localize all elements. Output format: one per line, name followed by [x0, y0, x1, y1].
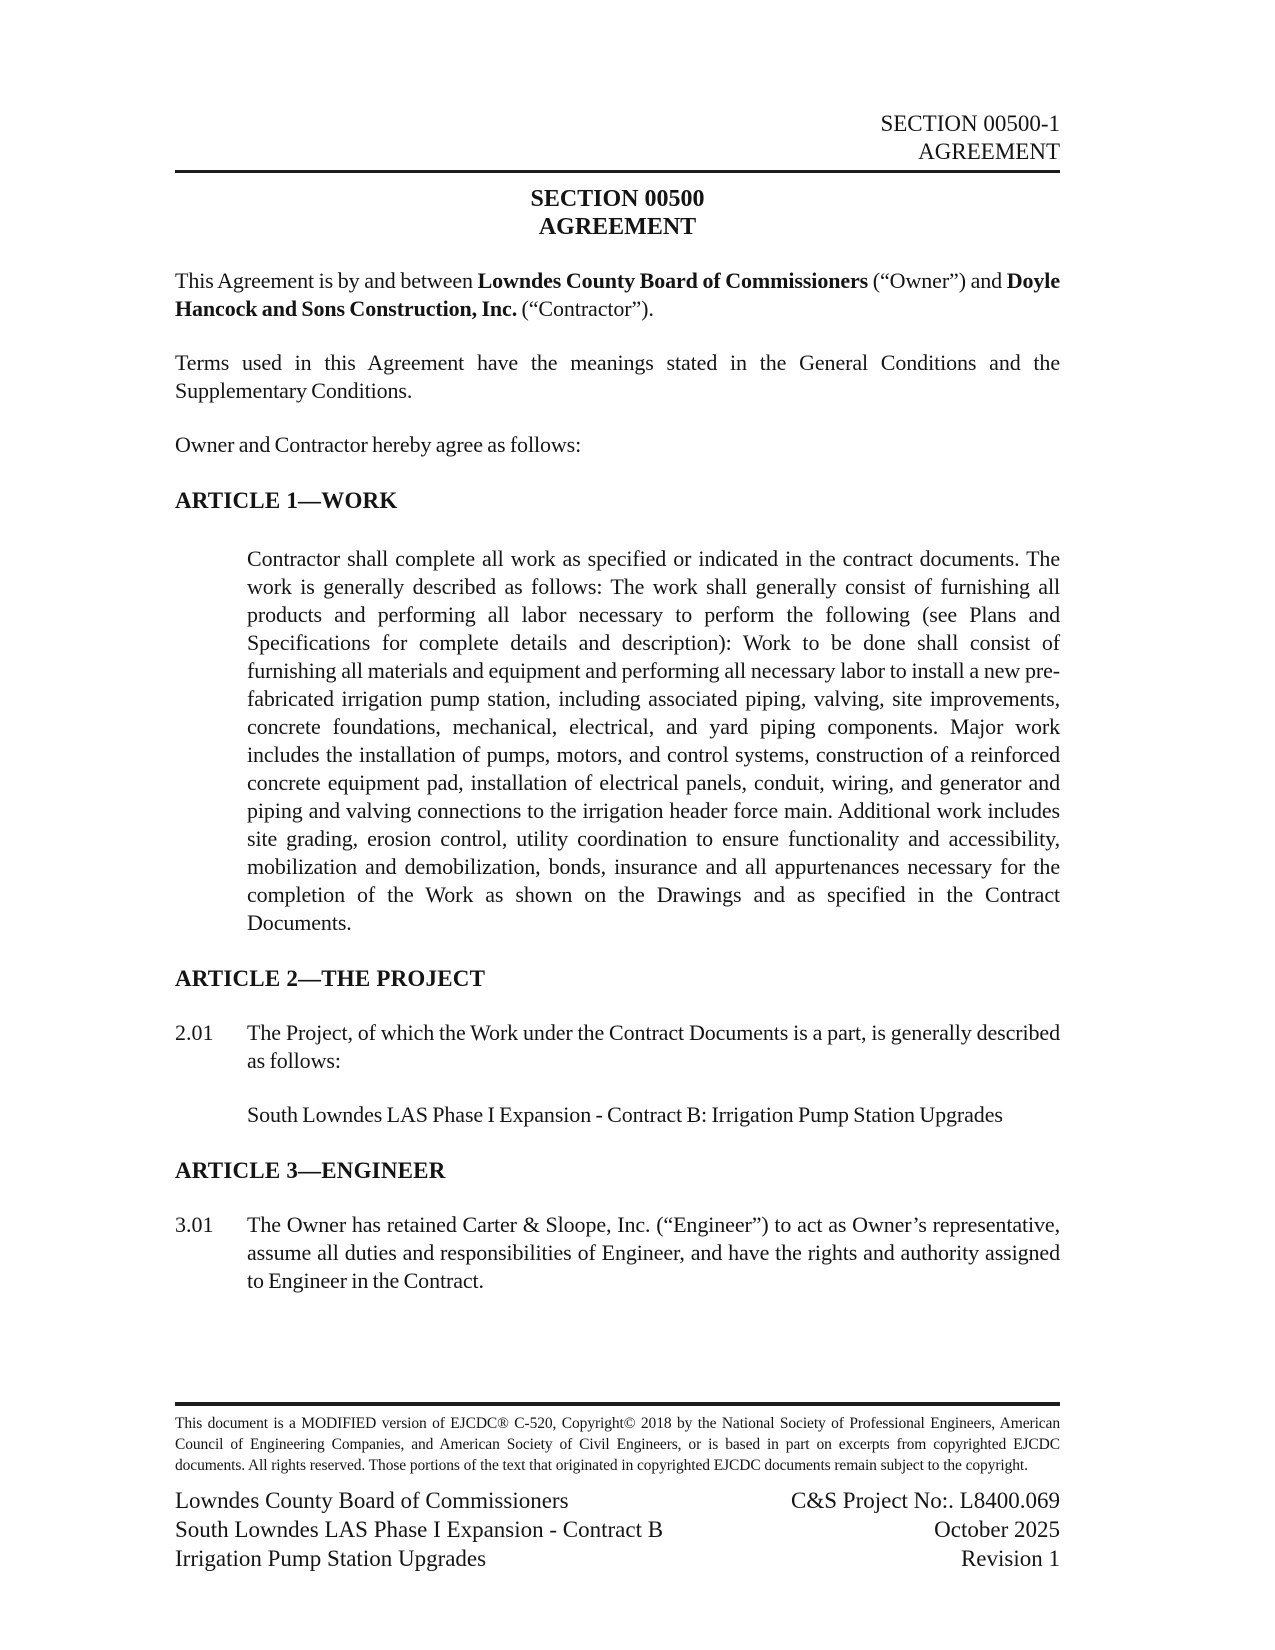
project-description: South Lowndes LAS Phase I Expansion - Contract B: Irrigation Pump Station Upgrades — [247, 1102, 1003, 1127]
clause-3-01 — [175, 1211, 1060, 1295]
footer-owner-line: Lowndes County Board of Commissioners — [175, 1488, 569, 1513]
footer-project-info — [175, 1486, 663, 1573]
article-2-heading: ARTICLE 2—THE PROJECT — [175, 966, 486, 991]
running-header — [175, 0, 1060, 166]
intro-paragraph-terms: Terms used in this Agreement have the meanings stated in the General Conditions and the Supplementary Conditions. — [175, 350, 1060, 403]
article-1-body: Contractor shall complete all work as specified or indicated in the contract documents. The work is generally described as follows: The work shall generally consist of furnishing all products and performing all labor necessary to perform the following (see Plans and Specifications for complete details and description): Work to be done shall consist of furnishing all materials and equipment and performing all necessary labor to install a new pre-fabricated irrigation pump station, including associated piping, valving, site improvements, concrete foundations, mechanical, electrical, and yard piping components. Major work includes the installation of pumps, motors, and control systems, construction of a reinforced concrete equipment pad, installation of electrical panels, conduit, wiring, and generator and piping and valving connections to the irrigation header force main. Additional work includes site grading, erosion control, utility coordination to ensure functionality and accessibility, mobilization and demobilization, bonds, insurance and all appurtenances necessary for the completion of the Work as shown on the Drawings and as specified in the Contract Documents. — [247, 546, 1060, 935]
contractor-name: Doyle Hancock and Sons Construction, Inc. — [175, 268, 1060, 321]
clause-2-01-text: The Project, of which the Work under the Contract Documents is a part, is generally described as follows: — [247, 1020, 1060, 1073]
running-header-doc-ref: AGREEMENT — [918, 139, 1060, 164]
footer-columns — [175, 1486, 1060, 1573]
article-3-heading: ARTICLE 3—ENGINEER — [175, 1158, 446, 1183]
intro-parties-text-1: This Agreement is by and between — [175, 268, 478, 293]
article-1-heading: ARTICLE 1—WORK — [175, 488, 398, 513]
footer-date: October 2025 — [934, 1517, 1060, 1542]
footer-project-line: South Lowndes LAS Phase I Expansion - Contract B — [175, 1517, 664, 1542]
intro-parties-text-2: (“Owner”) and — [868, 268, 1007, 293]
intro-paragraph-agree: Owner and Contractor hereby agree as follows: — [175, 432, 582, 457]
footer-meta — [791, 1486, 1060, 1573]
owner-name: Lowndes County Board of Commissioners — [477, 268, 869, 293]
copyright-notice: This document is a MODIFIED version of EJCDC® C-520, Copyright© 2018 by the National Society of Professional Engineers, American Council of Engineering Companies, and American Society of Civil Engineers, or is based in part on excerpts from copyrighted EJCDC documents. All rights reserved. Those portions of the text that originated in copyrighted EJCDC documents remain subject to the copyright. — [175, 1415, 1060, 1474]
footer-project-number: C&S Project No:. L8400.069 — [791, 1488, 1060, 1513]
document-title-name: AGREEMENT — [538, 214, 697, 240]
page-footer — [175, 1402, 1060, 1573]
document-title — [175, 185, 1060, 241]
document-content — [175, 0, 1060, 1295]
clause-2-01-number: 2.01 — [175, 1020, 214, 1045]
footer-contract-line: Irrigation Pump Station Upgrades — [175, 1546, 487, 1571]
clause-2-01 — [175, 1019, 1060, 1075]
document-title-section: SECTION 00500 — [530, 186, 705, 212]
footer-divider — [175, 1402, 1060, 1406]
footer-revision: Revision 1 — [960, 1546, 1060, 1571]
intro-parties-text-3: (“Contractor”). — [517, 296, 654, 321]
intro-paragraph-parties — [175, 267, 1060, 323]
clause-3-01-text: The Owner has retained Carter & Sloope, Inc. (“Engineer”) to act as Owner’s representative, assume all duties and responsibilities of Engineer, and have the rights and authority assigned to Engineer in the Contract. — [247, 1212, 1060, 1293]
clause-3-01-number: 3.01 — [175, 1212, 214, 1237]
running-header-section-ref: SECTION 00500-1 — [880, 111, 1060, 136]
header-divider — [175, 170, 1060, 173]
